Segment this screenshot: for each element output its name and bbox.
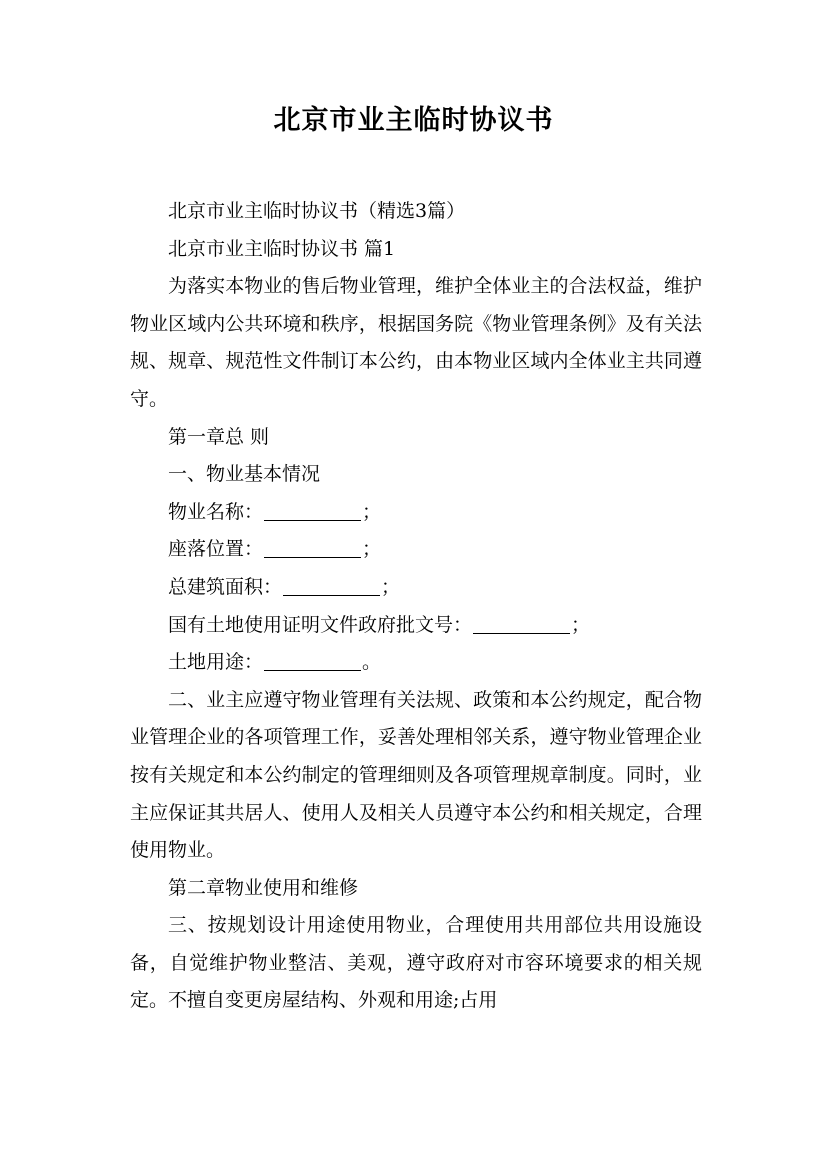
location-line	[130, 531, 702, 569]
chapter-heading: 第一章总 则	[168, 425, 270, 448]
chapter-heading: 第二章物业使用和维修	[168, 876, 359, 899]
field-label: 国有土地使用证明文件政府批文号：	[168, 613, 473, 636]
line-end: ；	[362, 500, 382, 523]
line-end: ；	[571, 613, 591, 636]
fill-in-blank	[264, 648, 361, 671]
field-label: 座落位置：	[168, 538, 264, 561]
subtitle-paragraph: 北京市业主临时协议书（精选3篇）	[168, 200, 466, 222]
fill-in-blank	[264, 498, 361, 521]
document-title: 北京市业主临时协议书	[273, 105, 554, 136]
section-heading: 北京市业主临时协议书 篇1	[168, 237, 396, 260]
land-use-line	[130, 644, 702, 682]
property-name-line	[130, 494, 702, 532]
total-area-line	[130, 569, 702, 607]
land-approval-line	[130, 607, 702, 645]
fill-in-blank	[283, 573, 380, 596]
field-label: 物业名称：	[168, 500, 264, 523]
field-label: 土地用途：	[168, 651, 264, 674]
fill-in-blank	[264, 535, 361, 558]
field-label: 总建筑面积：	[168, 575, 283, 598]
fill-in-blank	[473, 611, 570, 634]
body-paragraph: 三、按规划设计用途使用物业，合理使用共用部位共用设施设备，自觉维护物业整洁、美观，遵守政府对市容环境要求的相关规定。不擅自变更房屋结构、外观和用途;占用	[130, 914, 702, 1012]
line-end: ；	[362, 538, 382, 561]
clause-heading: 一、物业基本情况	[168, 463, 321, 486]
body-paragraph: 二、业主应遵守物业管理有关法规、政策和本公约规定，配合物业管理企业的各项管理工作，妥善处理相邻关系，遵守物业管理企业按有关规定和本公约制定的管理细则及各项管理规章制度。同时，业主应保证其共居人、使用人及相关人员遵守本公约和相关规定，合理使用物业。	[130, 688, 702, 862]
body-paragraph: 为落实本物业的售后物业管理，维护全体业主的合法权益，维护物业区域内公共环境和秩序，根据国务院《物业管理条例》及有关法规、规章、规范性文件制订本公约，由本物业区域内全体业主共同遵守。	[130, 275, 702, 410]
document-body	[130, 193, 702, 1020]
line-end: 。	[362, 651, 382, 674]
line-end: ；	[381, 575, 401, 598]
